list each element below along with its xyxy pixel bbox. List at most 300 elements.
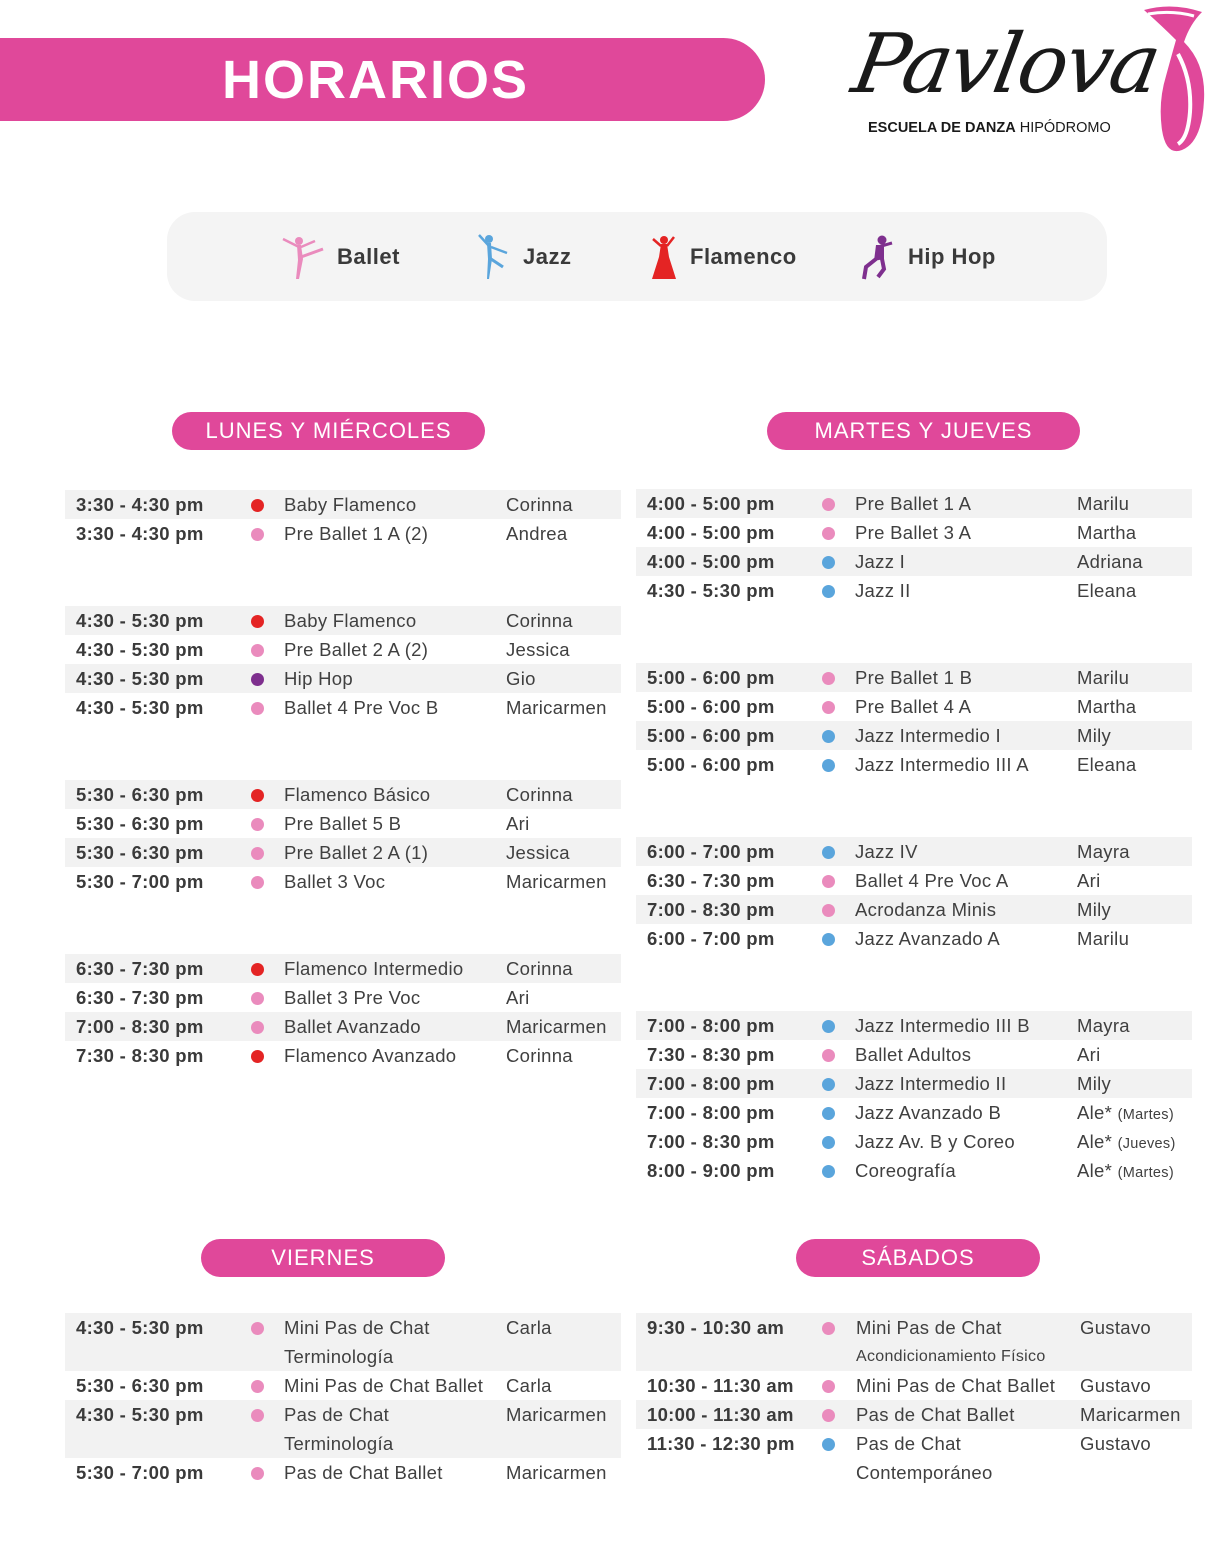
teacher-label: Jessica bbox=[506, 842, 570, 863]
table-row bbox=[636, 1313, 1192, 1371]
class-name-line1: Flamenco Básico bbox=[284, 784, 431, 805]
section-header-viernes: VIERNES bbox=[201, 1239, 445, 1277]
ballet-style-dot bbox=[251, 1380, 264, 1393]
class-name-line1: Coreografía bbox=[855, 1160, 956, 1181]
teacher-label: Carla bbox=[506, 1375, 552, 1396]
class-time: 6:30 - 7:30 pm bbox=[76, 958, 204, 979]
flamenco-style-dot bbox=[251, 963, 264, 976]
table-row bbox=[65, 693, 621, 722]
jazz-style-dot bbox=[822, 585, 835, 598]
ballet-style-dot bbox=[251, 992, 264, 1005]
legend-label: Flamenco bbox=[690, 244, 797, 269]
class-time: 7:00 - 8:30 pm bbox=[76, 1016, 204, 1037]
teacher-name bbox=[1077, 1098, 1174, 1130]
teacher-label: Marilu bbox=[1077, 667, 1130, 688]
teacher-name bbox=[1077, 1156, 1174, 1188]
ballet-dancer-icon bbox=[279, 233, 325, 281]
ballet-style-dot bbox=[251, 1467, 264, 1480]
table-row bbox=[636, 837, 1192, 866]
teacher-name bbox=[1077, 663, 1129, 692]
table-row bbox=[65, 954, 621, 983]
class-name bbox=[856, 1371, 1055, 1400]
logo-subtitle bbox=[868, 120, 1111, 136]
class-name-line1: Flamenco Intermedio bbox=[284, 958, 464, 979]
class-name bbox=[855, 924, 1000, 953]
class-name-line2: Terminología bbox=[284, 1346, 394, 1367]
class-time: 7:00 - 8:00 pm bbox=[647, 1073, 775, 1094]
row-gap bbox=[65, 548, 621, 606]
table-row bbox=[65, 809, 621, 838]
teacher-name bbox=[506, 1313, 552, 1342]
class-name bbox=[856, 1429, 993, 1487]
teacher-name bbox=[1077, 576, 1136, 605]
schedule-table-martes bbox=[636, 489, 1192, 1185]
ballet-style-dot bbox=[822, 672, 835, 685]
class-time: 4:30 - 5:30 pm bbox=[76, 639, 204, 660]
class-name-line1: Ballet 3 Pre Voc bbox=[284, 987, 421, 1008]
teacher-day-note: (Jueves) bbox=[1117, 1136, 1176, 1152]
teacher-name bbox=[1080, 1313, 1151, 1342]
table-row bbox=[636, 1156, 1192, 1185]
hiphop-style-dot bbox=[251, 673, 264, 686]
class-name bbox=[284, 1313, 430, 1371]
class-time: 5:00 - 6:00 pm bbox=[647, 696, 775, 717]
ballet-style-dot bbox=[251, 1409, 264, 1422]
teacher-label: Mayra bbox=[1077, 1015, 1130, 1036]
class-name bbox=[284, 954, 463, 983]
teacher-name bbox=[1077, 1040, 1101, 1069]
class-name-line1: Baby Flamenco bbox=[284, 610, 417, 631]
teacher-name bbox=[1080, 1400, 1181, 1429]
table-row bbox=[636, 721, 1192, 750]
class-time: 4:30 - 5:30 pm bbox=[76, 697, 204, 718]
class-name-line1: Jazz Avanzado B bbox=[855, 1102, 1002, 1123]
ballet-style-dot bbox=[251, 702, 264, 715]
teacher-name bbox=[1077, 489, 1129, 518]
section-header-martes: MARTES Y JUEVES bbox=[767, 412, 1080, 450]
legend-item-jazz bbox=[473, 234, 571, 280]
teacher-name bbox=[506, 635, 570, 664]
class-name bbox=[855, 547, 905, 576]
class-time: 7:00 - 8:30 pm bbox=[647, 899, 775, 920]
table-row bbox=[65, 983, 621, 1012]
section-header-lunes: LUNES Y MIÉRCOLES bbox=[172, 412, 485, 450]
ballet-style-dot bbox=[251, 847, 264, 860]
class-name-line1: Pre Ballet 1 B bbox=[855, 667, 973, 688]
class-name bbox=[855, 1098, 1001, 1127]
class-name-line1: Ballet Avanzado bbox=[284, 1016, 421, 1037]
class-time: 4:30 - 5:30 pm bbox=[76, 610, 204, 631]
table-row bbox=[65, 1400, 621, 1458]
table-row bbox=[65, 867, 621, 896]
jazz-style-dot bbox=[822, 1107, 835, 1120]
table-row bbox=[636, 1371, 1192, 1400]
table-row bbox=[65, 664, 621, 693]
class-name bbox=[284, 1041, 456, 1070]
ballet-style-dot bbox=[251, 528, 264, 541]
class-name bbox=[284, 519, 428, 548]
class-name bbox=[284, 780, 430, 809]
teacher-name bbox=[506, 1041, 573, 1070]
teacher-name bbox=[1077, 518, 1136, 547]
teacher-name bbox=[506, 867, 607, 896]
ballet-shoe-icon bbox=[1132, 2, 1212, 154]
class-name bbox=[855, 721, 1001, 750]
table-row bbox=[636, 1098, 1192, 1127]
class-name bbox=[284, 490, 416, 519]
teacher-label: Mayra bbox=[1077, 841, 1130, 862]
teacher-name bbox=[1077, 692, 1136, 721]
flamenco-style-dot bbox=[251, 789, 264, 802]
class-name bbox=[855, 866, 1009, 895]
class-name-line1: Mini Pas de Chat bbox=[856, 1317, 1002, 1338]
class-name bbox=[284, 1012, 421, 1041]
class-time: 4:30 - 5:30 pm bbox=[76, 1404, 204, 1425]
teacher-name bbox=[506, 838, 570, 867]
section-header-sabados: SÁBADOS bbox=[796, 1239, 1040, 1277]
teacher-name bbox=[1077, 895, 1111, 924]
table-row bbox=[636, 692, 1192, 721]
ballet-style-dot bbox=[822, 1322, 835, 1335]
teacher-name bbox=[506, 954, 573, 983]
table-row bbox=[65, 1012, 621, 1041]
legend-item-ballet bbox=[279, 234, 400, 280]
class-name-line1: Jazz Intermedio III B bbox=[855, 1015, 1030, 1036]
class-time: 4:30 - 5:30 pm bbox=[76, 1317, 204, 1338]
teacher-label: Maricarmen bbox=[506, 871, 607, 892]
class-time: 4:00 - 5:00 pm bbox=[647, 522, 775, 543]
teacher-name bbox=[506, 519, 567, 548]
class-name-line1: Mini Pas de Chat Ballet bbox=[284, 1375, 484, 1396]
class-name-line1: Jazz Intermedio II bbox=[855, 1073, 1007, 1094]
table-row bbox=[636, 750, 1192, 779]
class-name-line1: Mini Pas de Chat Ballet bbox=[856, 1375, 1056, 1396]
teacher-label: Mily bbox=[1077, 899, 1112, 920]
teacher-label: Ari bbox=[506, 813, 530, 834]
class-name bbox=[855, 663, 972, 692]
table-row bbox=[636, 576, 1192, 605]
class-name bbox=[284, 1400, 394, 1458]
teacher-label: Andrea bbox=[506, 523, 568, 544]
table-row bbox=[65, 1371, 621, 1400]
class-name bbox=[855, 1040, 971, 1069]
jazz-style-dot bbox=[822, 933, 835, 946]
teacher-label: Gustavo bbox=[1080, 1317, 1151, 1338]
class-name-line1: Pas de Chat Ballet bbox=[856, 1404, 1015, 1425]
ballet-style-dot bbox=[822, 498, 835, 511]
teacher-label: Ari bbox=[1077, 870, 1101, 891]
class-time: 5:30 - 6:30 pm bbox=[76, 784, 204, 805]
class-name-line1: Pre Ballet 4 A bbox=[855, 696, 972, 717]
teacher-name bbox=[1080, 1371, 1151, 1400]
class-time: 5:30 - 6:30 pm bbox=[76, 842, 204, 863]
teacher-label: Marilu bbox=[1077, 493, 1130, 514]
class-name-line1: Jazz Av. B y Coreo bbox=[855, 1131, 1015, 1152]
jazz-style-dot bbox=[822, 556, 835, 569]
ballet-style-dot bbox=[251, 1021, 264, 1034]
class-time: 3:30 - 4:30 pm bbox=[76, 523, 204, 544]
table-row bbox=[636, 547, 1192, 576]
class-name bbox=[855, 576, 911, 605]
class-time: 5:30 - 6:30 pm bbox=[76, 1375, 204, 1396]
legend-label: Hip Hop bbox=[908, 244, 996, 269]
class-name-line1: Pas de Chat bbox=[284, 1404, 390, 1425]
class-time: 5:30 - 7:00 pm bbox=[76, 871, 204, 892]
flamenco-style-dot bbox=[251, 1050, 264, 1063]
teacher-label: Corinna bbox=[506, 958, 573, 979]
jazz-style-dot bbox=[822, 1020, 835, 1033]
hiphop-dancer-icon bbox=[860, 233, 896, 281]
teacher-label: Ale* bbox=[1077, 1131, 1113, 1152]
class-name bbox=[856, 1400, 1015, 1429]
flamenco-dancer-icon bbox=[650, 233, 678, 281]
class-name-line1: Jazz Intermedio III A bbox=[855, 754, 1029, 775]
row-gap bbox=[636, 779, 1192, 837]
class-name bbox=[284, 1371, 483, 1400]
ballet-style-dot bbox=[822, 1380, 835, 1393]
teacher-name bbox=[506, 1400, 607, 1429]
class-name bbox=[855, 837, 918, 866]
teacher-name bbox=[1077, 866, 1101, 895]
class-name-line1: Jazz I bbox=[855, 551, 906, 572]
jazz-style-dot bbox=[822, 1136, 835, 1149]
ballet-style-dot bbox=[822, 527, 835, 540]
table-row bbox=[65, 1313, 621, 1371]
teacher-label: Mily bbox=[1077, 725, 1112, 746]
teacher-label: Eleana bbox=[1077, 754, 1137, 775]
class-name bbox=[855, 750, 1029, 779]
teacher-label: Adriana bbox=[1077, 551, 1143, 572]
class-name bbox=[855, 1069, 1006, 1098]
teacher-name bbox=[506, 664, 536, 693]
class-name-line1: Ballet 3 Voc bbox=[284, 871, 386, 892]
class-name bbox=[284, 838, 428, 867]
ballet-style-dot bbox=[822, 1049, 835, 1062]
legend-label: Jazz bbox=[523, 244, 572, 269]
teacher-name bbox=[1077, 750, 1136, 779]
ballet-style-dot bbox=[251, 1322, 264, 1335]
teacher-day-note: (Martes) bbox=[1117, 1165, 1174, 1181]
pavlova-logo bbox=[840, 2, 1212, 152]
schedule-table-lunes bbox=[65, 490, 621, 1070]
teacher-name bbox=[506, 606, 573, 635]
teacher-label: Martha bbox=[1077, 522, 1137, 543]
teacher-label: Maricarmen bbox=[1080, 1404, 1181, 1425]
class-name bbox=[284, 1458, 443, 1487]
class-time: 6:30 - 7:30 pm bbox=[647, 870, 775, 891]
teacher-label: Maricarmen bbox=[506, 1462, 607, 1483]
class-name-line1: Pre Ballet 1 A (2) bbox=[284, 523, 429, 544]
class-name bbox=[855, 489, 971, 518]
ballet-style-dot bbox=[251, 644, 264, 657]
table-row bbox=[636, 663, 1192, 692]
teacher-label: Corinna bbox=[506, 1045, 573, 1066]
class-name bbox=[855, 1127, 1015, 1156]
jazz-dancer-icon bbox=[473, 233, 511, 281]
ballet-style-dot bbox=[251, 876, 264, 889]
table-row bbox=[636, 489, 1192, 518]
legend-item-flamenco bbox=[650, 234, 797, 280]
class-name-line1: Pre Ballet 2 A (1) bbox=[284, 842, 429, 863]
class-time: 5:00 - 6:00 pm bbox=[647, 754, 775, 775]
teacher-label: Ale* bbox=[1077, 1160, 1113, 1181]
teacher-label: Eleana bbox=[1077, 580, 1137, 601]
title-banner bbox=[0, 38, 765, 121]
class-name bbox=[855, 692, 971, 721]
teacher-label: Carla bbox=[506, 1317, 552, 1338]
teacher-label: Mily bbox=[1077, 1073, 1112, 1094]
class-time: 5:30 - 6:30 pm bbox=[76, 813, 204, 834]
ballet-style-dot bbox=[822, 904, 835, 917]
teacher-name bbox=[1077, 547, 1143, 576]
ballet-style-dot bbox=[822, 1409, 835, 1422]
teacher-name bbox=[506, 983, 530, 1012]
class-time: 9:30 - 10:30 am bbox=[647, 1317, 785, 1338]
class-time: 5:00 - 6:00 pm bbox=[647, 667, 775, 688]
table-row bbox=[636, 1069, 1192, 1098]
table-row bbox=[636, 1040, 1192, 1069]
class-time: 7:30 - 8:30 pm bbox=[647, 1044, 775, 1065]
teacher-name bbox=[1077, 1069, 1111, 1098]
class-name-line2: Contemporáneo bbox=[856, 1462, 993, 1483]
jazz-style-dot bbox=[822, 1438, 835, 1451]
table-row bbox=[636, 924, 1192, 953]
table-row bbox=[65, 635, 621, 664]
class-time: 8:00 - 9:00 pm bbox=[647, 1160, 775, 1181]
class-time: 10:00 - 11:30 am bbox=[647, 1404, 794, 1425]
class-time: 4:30 - 5:30 pm bbox=[76, 668, 204, 689]
class-name bbox=[855, 1011, 1030, 1040]
class-name-line1: Acrodanza Minis bbox=[855, 899, 997, 920]
class-name bbox=[855, 1156, 956, 1185]
teacher-label: Jessica bbox=[506, 639, 570, 660]
teacher-label: Maricarmen bbox=[506, 1016, 607, 1037]
table-row bbox=[65, 1041, 621, 1070]
class-time: 7:00 - 8:00 pm bbox=[647, 1015, 775, 1036]
class-name bbox=[856, 1313, 1046, 1371]
table-row bbox=[636, 1127, 1192, 1156]
logo-script-text: Pavlova bbox=[845, 17, 1166, 112]
ballet-style-dot bbox=[251, 818, 264, 831]
teacher-name bbox=[506, 809, 530, 838]
row-gap bbox=[65, 722, 621, 780]
class-name-line1: Mini Pas de Chat bbox=[284, 1317, 430, 1338]
class-name bbox=[284, 867, 385, 896]
schedule-table-viernes bbox=[65, 1313, 621, 1487]
class-name bbox=[855, 518, 971, 547]
legend-item-hiphop bbox=[860, 234, 996, 280]
table-row bbox=[636, 1400, 1192, 1429]
page-title: HORARIOS bbox=[222, 50, 530, 110]
class-name-line1: Jazz Intermedio I bbox=[855, 725, 1001, 746]
class-name bbox=[284, 635, 428, 664]
flamenco-style-dot bbox=[251, 499, 264, 512]
teacher-name bbox=[1077, 1127, 1176, 1159]
teacher-name bbox=[506, 490, 573, 519]
teacher-name bbox=[1080, 1429, 1151, 1458]
ballet-style-dot bbox=[822, 701, 835, 714]
table-row bbox=[65, 1458, 621, 1487]
schedule-table-sabados bbox=[636, 1313, 1192, 1487]
class-time: 4:00 - 5:00 pm bbox=[647, 493, 775, 514]
style-legend bbox=[167, 212, 1107, 301]
class-time: 4:00 - 5:00 pm bbox=[647, 551, 775, 572]
table-row bbox=[65, 838, 621, 867]
teacher-label: Maricarmen bbox=[506, 697, 607, 718]
teacher-name bbox=[506, 1371, 552, 1400]
teacher-day-note: (Martes) bbox=[1117, 1107, 1174, 1123]
table-row bbox=[636, 866, 1192, 895]
class-name-line1: Pre Ballet 1 A bbox=[855, 493, 972, 514]
teacher-label: Ari bbox=[1077, 1044, 1101, 1065]
class-time: 7:00 - 8:30 pm bbox=[647, 1131, 775, 1152]
table-row bbox=[636, 1429, 1192, 1487]
legend-label: Ballet bbox=[337, 244, 400, 269]
logo-subtitle-bold: ESCUELA DE DANZA bbox=[868, 120, 1016, 136]
class-time: 5:00 - 6:00 pm bbox=[647, 725, 775, 746]
class-name bbox=[855, 895, 996, 924]
teacher-name bbox=[506, 1012, 607, 1041]
class-name-line1: Jazz Avanzado A bbox=[855, 928, 1001, 949]
teacher-name bbox=[506, 1458, 607, 1487]
table-row bbox=[65, 606, 621, 635]
teacher-label: Gio bbox=[506, 668, 536, 689]
class-name-line1: Pre Ballet 2 A (2) bbox=[284, 639, 429, 660]
teacher-label: Gustavo bbox=[1080, 1433, 1151, 1454]
class-name-line1: Pre Ballet 5 B bbox=[284, 813, 402, 834]
class-name bbox=[284, 606, 416, 635]
class-name-line1: Jazz IV bbox=[855, 841, 918, 862]
table-row bbox=[65, 780, 621, 809]
teacher-name bbox=[1077, 721, 1111, 750]
class-time: 6:30 - 7:30 pm bbox=[76, 987, 204, 1008]
class-name-line1: Pas de Chat bbox=[856, 1433, 962, 1454]
class-time: 5:30 - 7:00 pm bbox=[76, 1462, 204, 1483]
jazz-style-dot bbox=[822, 1165, 835, 1178]
row-gap bbox=[65, 896, 621, 954]
teacher-name bbox=[1077, 924, 1129, 953]
teacher-label: Corinna bbox=[506, 784, 573, 805]
class-name-line1: Hip Hop bbox=[284, 668, 353, 689]
class-time: 6:00 - 7:00 pm bbox=[647, 841, 775, 862]
class-time: 10:30 - 11:30 am bbox=[647, 1375, 794, 1396]
table-row bbox=[65, 519, 621, 548]
teacher-name bbox=[1077, 837, 1130, 866]
class-time: 3:30 - 4:30 pm bbox=[76, 494, 204, 515]
class-name-line1: Jazz II bbox=[855, 580, 911, 601]
class-time: 7:00 - 8:00 pm bbox=[647, 1102, 775, 1123]
class-name bbox=[284, 983, 420, 1012]
teacher-name bbox=[506, 780, 573, 809]
teacher-name bbox=[506, 693, 607, 722]
class-name-line1: Baby Flamenco bbox=[284, 494, 417, 515]
table-row bbox=[65, 490, 621, 519]
teacher-label: Ari bbox=[506, 987, 530, 1008]
class-name-line1: Ballet 4 Pre Voc B bbox=[284, 697, 439, 718]
class-name bbox=[284, 693, 439, 722]
teacher-label: Corinna bbox=[506, 610, 573, 631]
table-row bbox=[636, 1011, 1192, 1040]
teacher-label: Martha bbox=[1077, 696, 1137, 717]
class-name-line2: Acondicionamiento Físico bbox=[856, 1348, 1046, 1365]
table-row bbox=[636, 895, 1192, 924]
row-gap bbox=[636, 953, 1192, 1011]
class-time: 11:30 - 12:30 pm bbox=[647, 1433, 795, 1454]
class-name bbox=[284, 664, 353, 693]
teacher-label: Corinna bbox=[506, 494, 573, 515]
class-name-line1: Pre Ballet 3 A bbox=[855, 522, 972, 543]
logo-subtitle-light: HIPÓDROMO bbox=[1019, 120, 1111, 136]
